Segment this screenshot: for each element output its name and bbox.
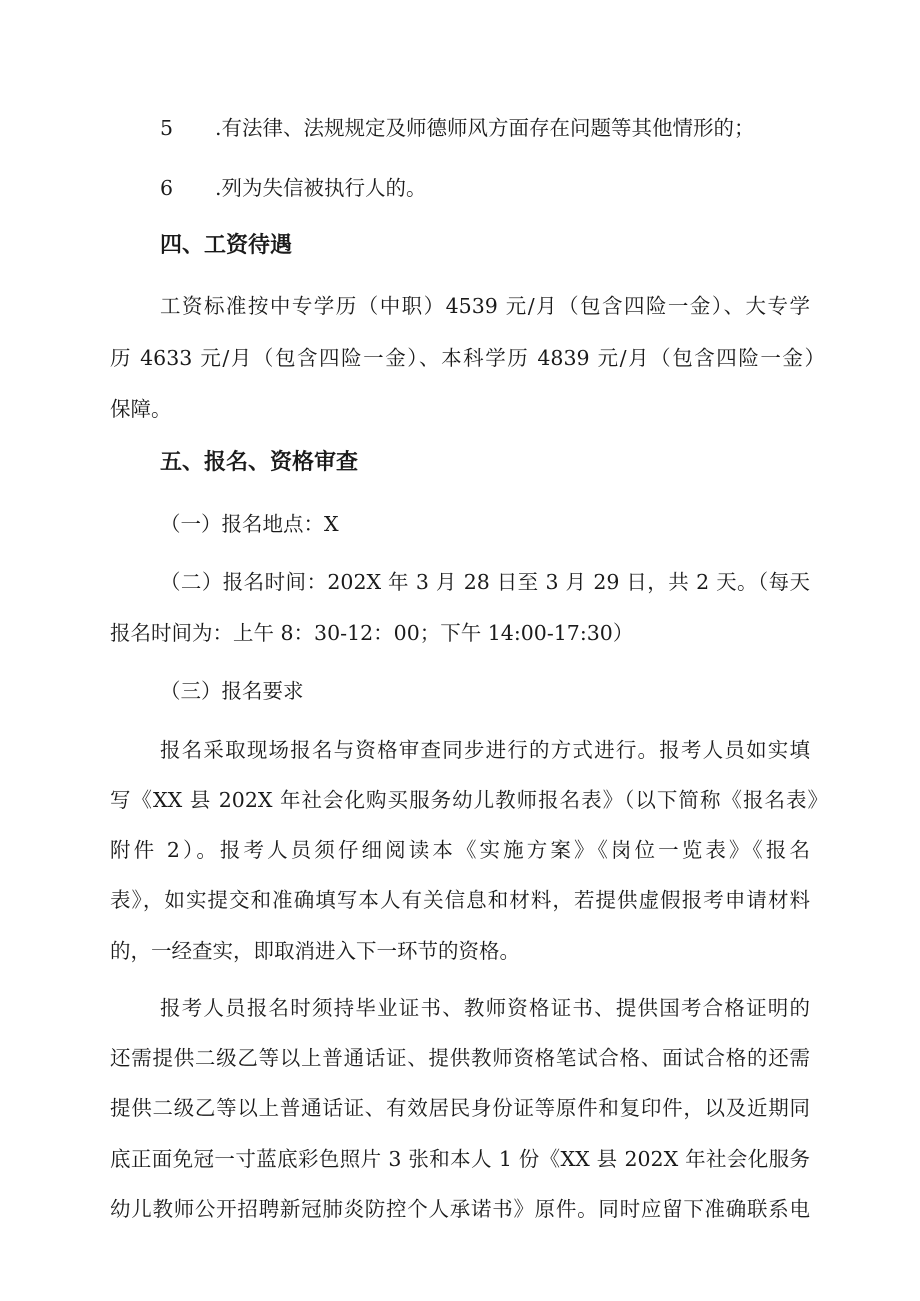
paragraph-line: 保障。 [110,397,172,421]
paragraph-line: 工资标准按中专学历（中职）4539 元/月（包含四险一金）、大专学 [160,294,810,318]
paragraph-line: 报名时间为：上午 8：30-12：00；下午 14:00-17:30） [110,621,634,645]
list-item-text: .列为失信被执行人的。 [215,176,427,200]
paragraph-line: 报名采取现场报名与资格审查同步进行的方式进行。报考人员如实填 [160,738,810,762]
list-number: 6 [160,176,174,200]
paragraph-line: 附件 2）。报考人员须仔细阅读本《实施方案》《岗位一览表》《报名 [110,838,810,862]
subsection-title: （一）报名地点：X [160,512,339,536]
paragraph-line: 底正面免冠一寸蓝底彩色照片 3 张和本人 1 份《XX 县 202X 年社会化服务 [110,1147,810,1171]
paragraph-line: 幼儿教师公开招聘新冠肺炎防控个人承诺书》原件。同时应留下准确联系电 [110,1197,810,1221]
paragraph-line: 提供二级乙等以上普通话证、有效居民身份证等原件和复印件，以及近期同 [110,1096,810,1120]
paragraph-line: 写《XX 县 202X 年社会化购买服务幼儿教师报名表》（以下简称《报名表》 [110,788,828,812]
subsection-title: （三）报名要求 [160,679,304,703]
list-number: 5 [160,116,174,140]
paragraph-line: 历 4633 元/月（包含四险一金）、本科学历 4839 元/月（包含四险一金） [110,346,825,370]
section-heading: 四、工资待遇 [160,233,293,258]
paragraph-line: （二）报名时间：202X 年 3 月 28 日至 3 月 29 日，共 2 天。（每天 [160,570,810,594]
section-heading: 五、报名、资格审查 [160,450,359,475]
paragraph-line: 报考人员报名时须持毕业证书、教师资格证书、提供国考合格证明的 [160,996,810,1020]
paragraph-line: 还需提供二级乙等以上普通话证、提供教师资格笔试合格、面试合格的还需 [110,1046,810,1070]
paragraph-line: 的，一经查实，即取消进入下一环节的资格。 [110,939,520,963]
list-item-text: .有法律、法规规定及师德师风方面存在问题等其他情形的； [215,116,755,140]
paragraph-line: 表》，如实提交和准确填写本人有关信息和材料，若提供虚假报考申请材料 [110,888,810,912]
